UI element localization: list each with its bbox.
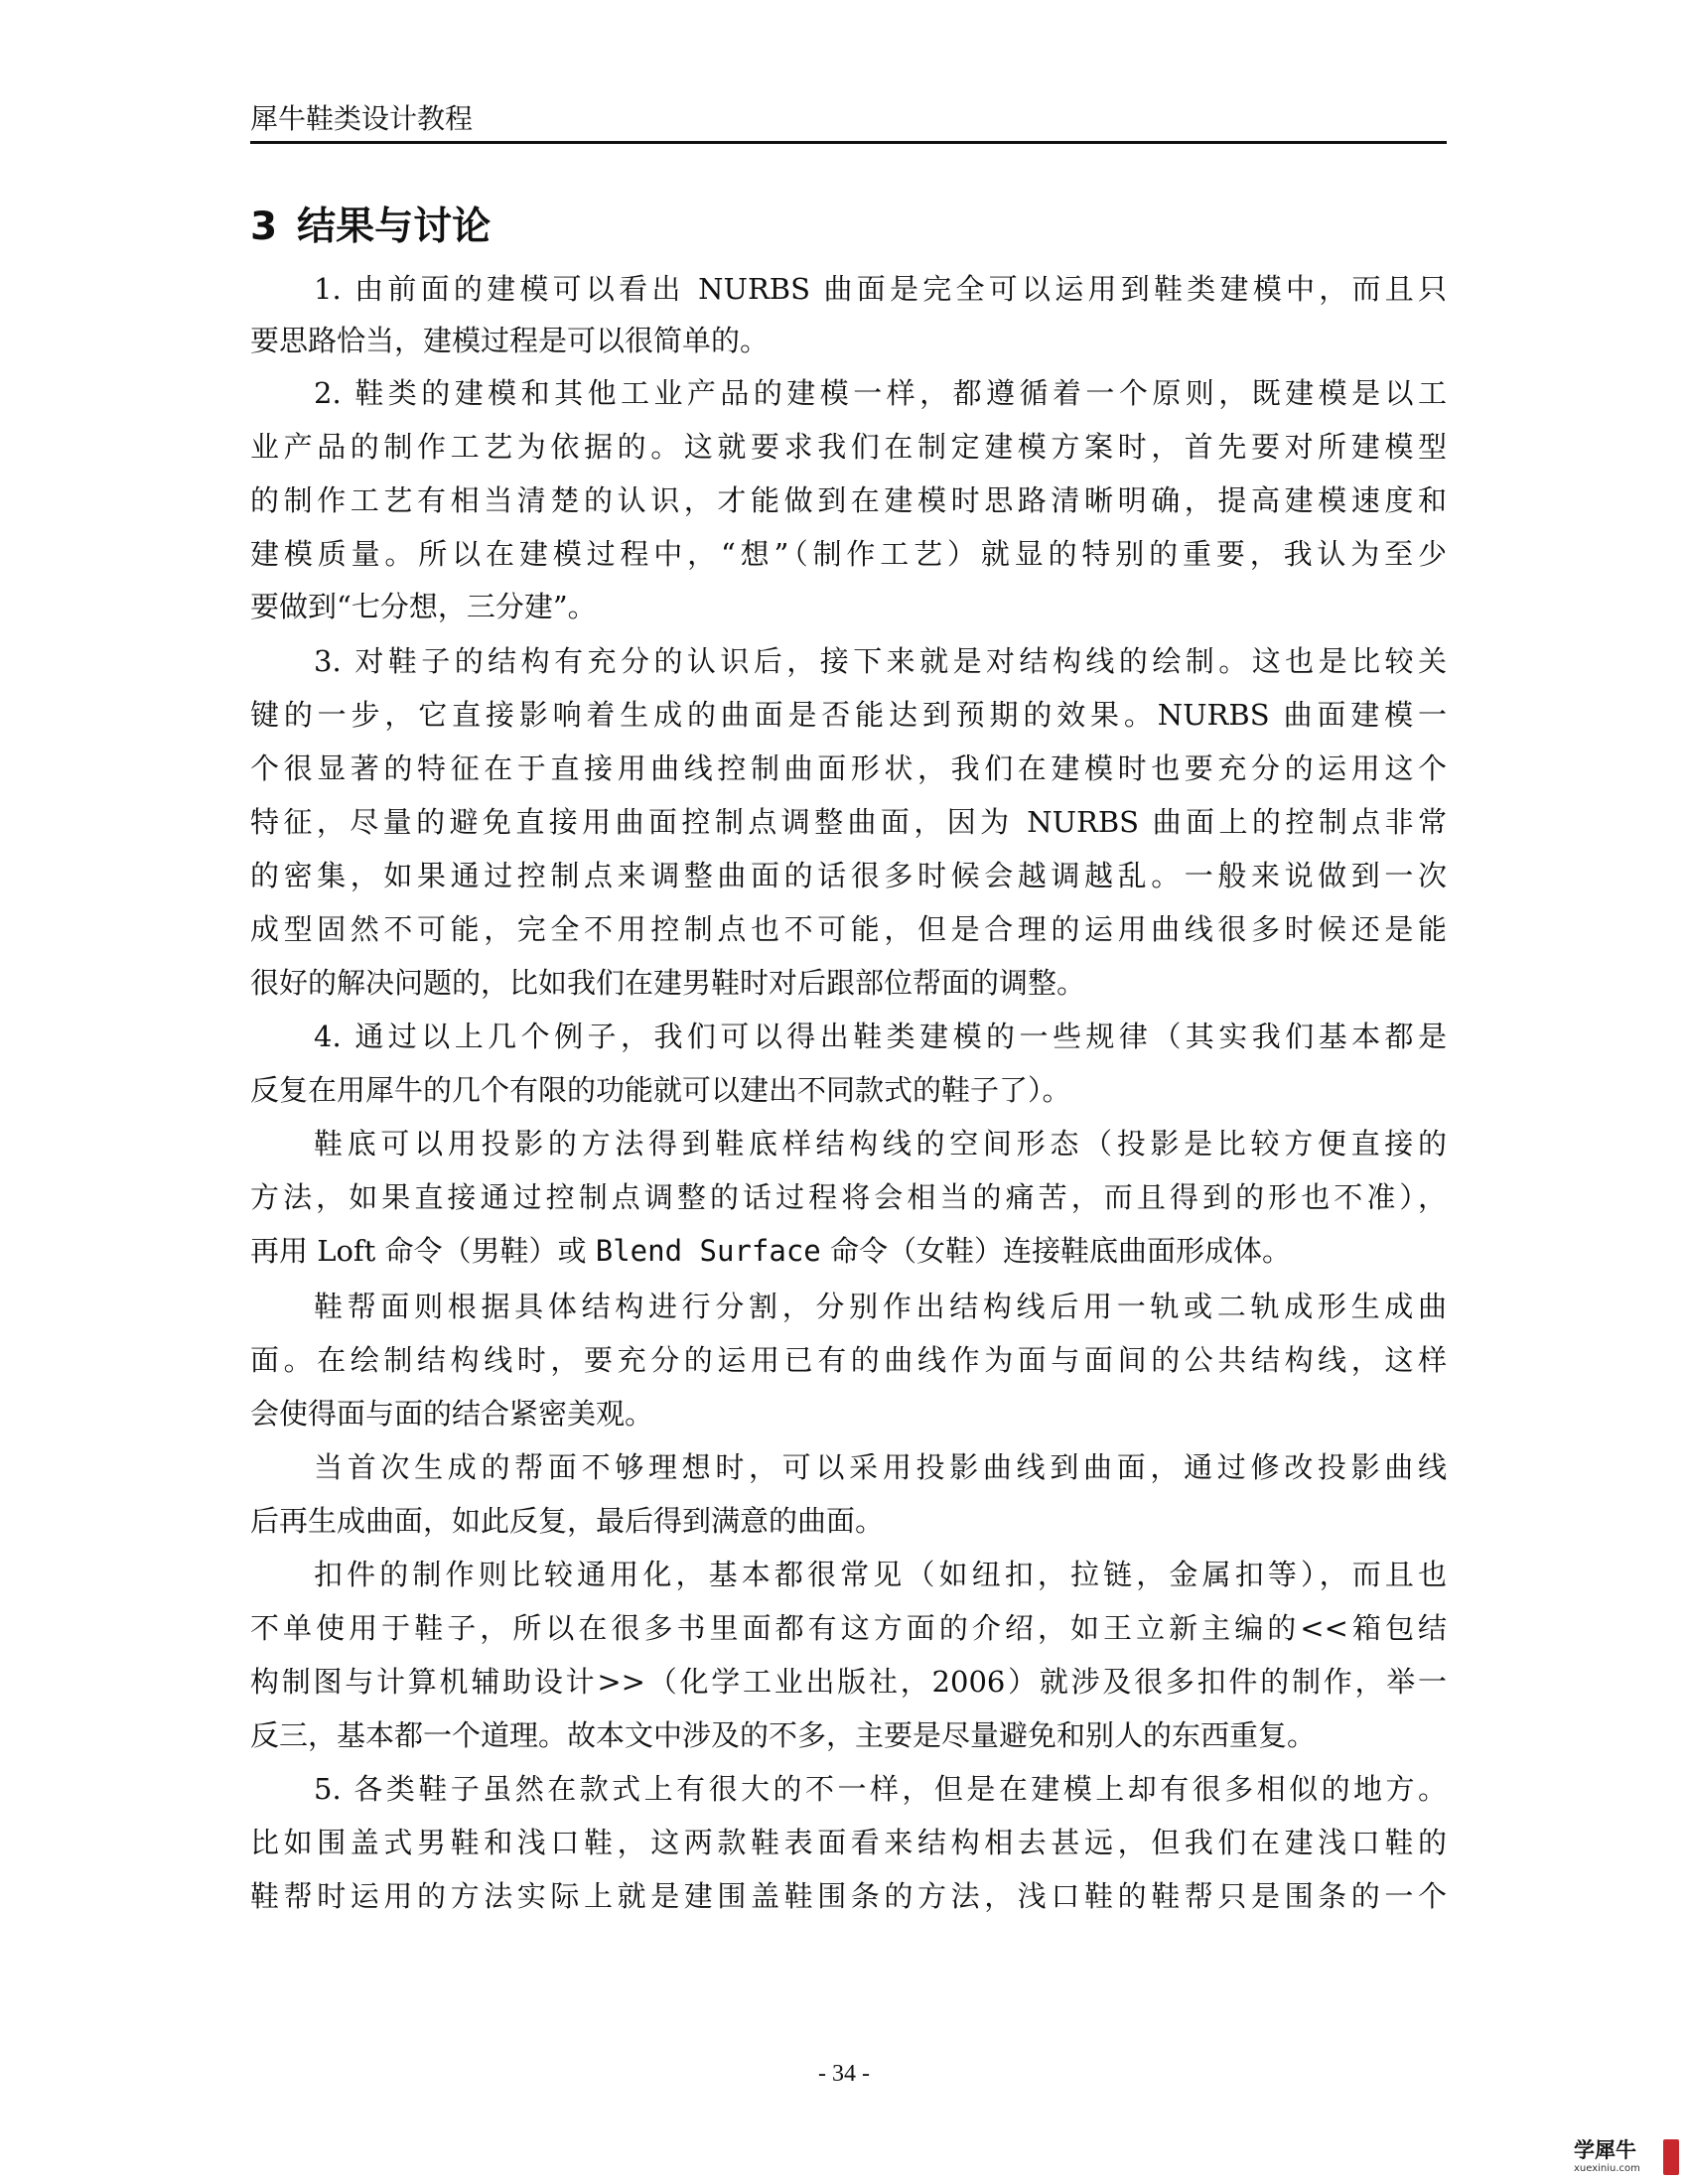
- text-line: 5. 各类鞋子虽然在款式上有很大的不一样，但是在建模上却有很多相似的地方。: [314, 1772, 1447, 1806]
- text-line: 要做到“七分想，三分建”。: [250, 590, 597, 623]
- seal-icon: [1663, 2139, 1679, 2175]
- running-header: [250, 101, 1447, 144]
- text-line: 鞋帮面则根据具体结构进行分割，分别作出结构线后用一轨或二轨成形生成曲: [314, 1290, 1447, 1323]
- text-line: 要思路恰当，建模过程是可以很简单的。: [250, 324, 770, 357]
- text-line: 业产品的制作工艺为依据的。这就要求我们在制定建模方案时，首先要对所建模型: [250, 430, 1447, 464]
- text-line: 的制作工艺有相当清楚的认识，才能做到在建模时思路清晰明确，提高建模速度和: [250, 483, 1447, 517]
- text-line: 鞋底可以用投影的方法得到鞋底样结构线的空间形态（投影是比较方便直接的: [314, 1127, 1447, 1160]
- text-line: 构制图与计算机辅助设计>>（化学工业出版社，2006）就涉及很多扣件的制作，举一: [250, 1665, 1447, 1699]
- section-heading: [250, 203, 491, 252]
- command-name: Blend Surface: [595, 1234, 821, 1268]
- text-line: 扣件的制作则比较通用化，基本都很常见（如纽扣，拉链，金属扣等），而且也: [314, 1558, 1447, 1591]
- text-line: 特征，尽量的避免直接用曲面控制点调整曲面，因为 NURBS 曲面上的控制点非常: [250, 805, 1447, 839]
- text-line: 会使得面与面的结合紧密美观。: [250, 1397, 654, 1431]
- watermark-logo: [1574, 2137, 1681, 2179]
- text-segment: 命令（女鞋）连接鞋底曲面形成体。: [829, 1234, 1291, 1268]
- text-line: 键的一步，它直接影响着生成的曲面是否能达到预期的效果。NURBS 曲面建模一: [250, 698, 1447, 732]
- text-line: 3. 对鞋子的结构有充分的认识后，接下来就是对结构线的绘制。这也是比较关: [314, 644, 1447, 678]
- text-line: 后再生成曲面，如此反复，最后得到满意的曲面。: [250, 1504, 885, 1538]
- text-line: 反三，基本都一个道理。故本文中涉及的不多，主要是尽量避免和别人的东西重复。: [250, 1718, 1317, 1752]
- watermark-site: xuexiniu.com: [1574, 2163, 1640, 2174]
- text-line: 反复在用犀牛的几个有限的功能就可以建出不同款式的鞋子了）。: [250, 1073, 1071, 1107]
- section-title: 结果与讨论: [297, 205, 492, 249]
- text-line: 的密集，如果通过控制点来调整曲面的话很多时候会越调越乱。一般来说做到一次: [250, 859, 1447, 892]
- page-number: - 34 -: [818, 2061, 870, 2087]
- section-number: 3: [250, 205, 278, 249]
- text-line: 4. 通过以上几个例子，我们可以得出鞋类建模的一些规律（其实我们基本都是: [314, 1020, 1447, 1053]
- text-line: 当首次生成的帮面不够理想时，可以采用投影曲线到曲面，通过修改投影曲线: [314, 1450, 1447, 1484]
- text-line: 比如围盖式男鞋和浅口鞋，这两款鞋表面看来结构相去甚远，但我们在建浅口鞋的: [250, 1826, 1447, 1859]
- text-line: 成型固然不可能，完全不用控制点也不可能，但是合理的运用曲线很多时候还是能: [250, 912, 1447, 946]
- text-line: 面。在绘制结构线时，要充分的运用已有的曲线作为面与面间的公共结构线，这样: [250, 1343, 1447, 1377]
- book-title: 犀牛鞋类设计教程: [250, 102, 474, 135]
- text-line: 很好的解决问题的，比如我们在建男鞋时对后跟部位帮面的调整。: [250, 966, 1086, 1000]
- text-line: 个很显著的特征在于直接用曲线控制曲面形状，我们在建模时也要充分的运用这个: [250, 751, 1447, 785]
- text-line: [250, 1231, 1447, 1271]
- watermark-text: 学犀牛: [1574, 2138, 1636, 2162]
- text-segment: 再用 Loft 命令（男鞋）或: [250, 1234, 587, 1268]
- text-line: 2. 鞋类的建模和其他工业产品的建模一样，都遵循着一个原则，既建模是以工: [314, 376, 1447, 410]
- text-line: 鞋帮时运用的方法实际上就是建围盖鞋围条的方法，浅口鞋的鞋帮只是围条的一个: [250, 1879, 1447, 1913]
- text-line: 不单使用于鞋子，所以在很多书里面都有这方面的介绍，如王立新主编的<<箱包结: [250, 1611, 1447, 1645]
- text-line: 1. 由前面的建模可以看出 NURBS 曲面是完全可以运用到鞋类建模中，而且只: [314, 272, 1447, 306]
- text-line: 建模质量。所以在建模过程中，“想”（制作工艺）就显的特别的重要，我认为至少: [250, 537, 1447, 571]
- text-line: 方法，如果直接通过控制点调整的话过程将会相当的痛苦，而且得到的形也不准），: [250, 1180, 1447, 1214]
